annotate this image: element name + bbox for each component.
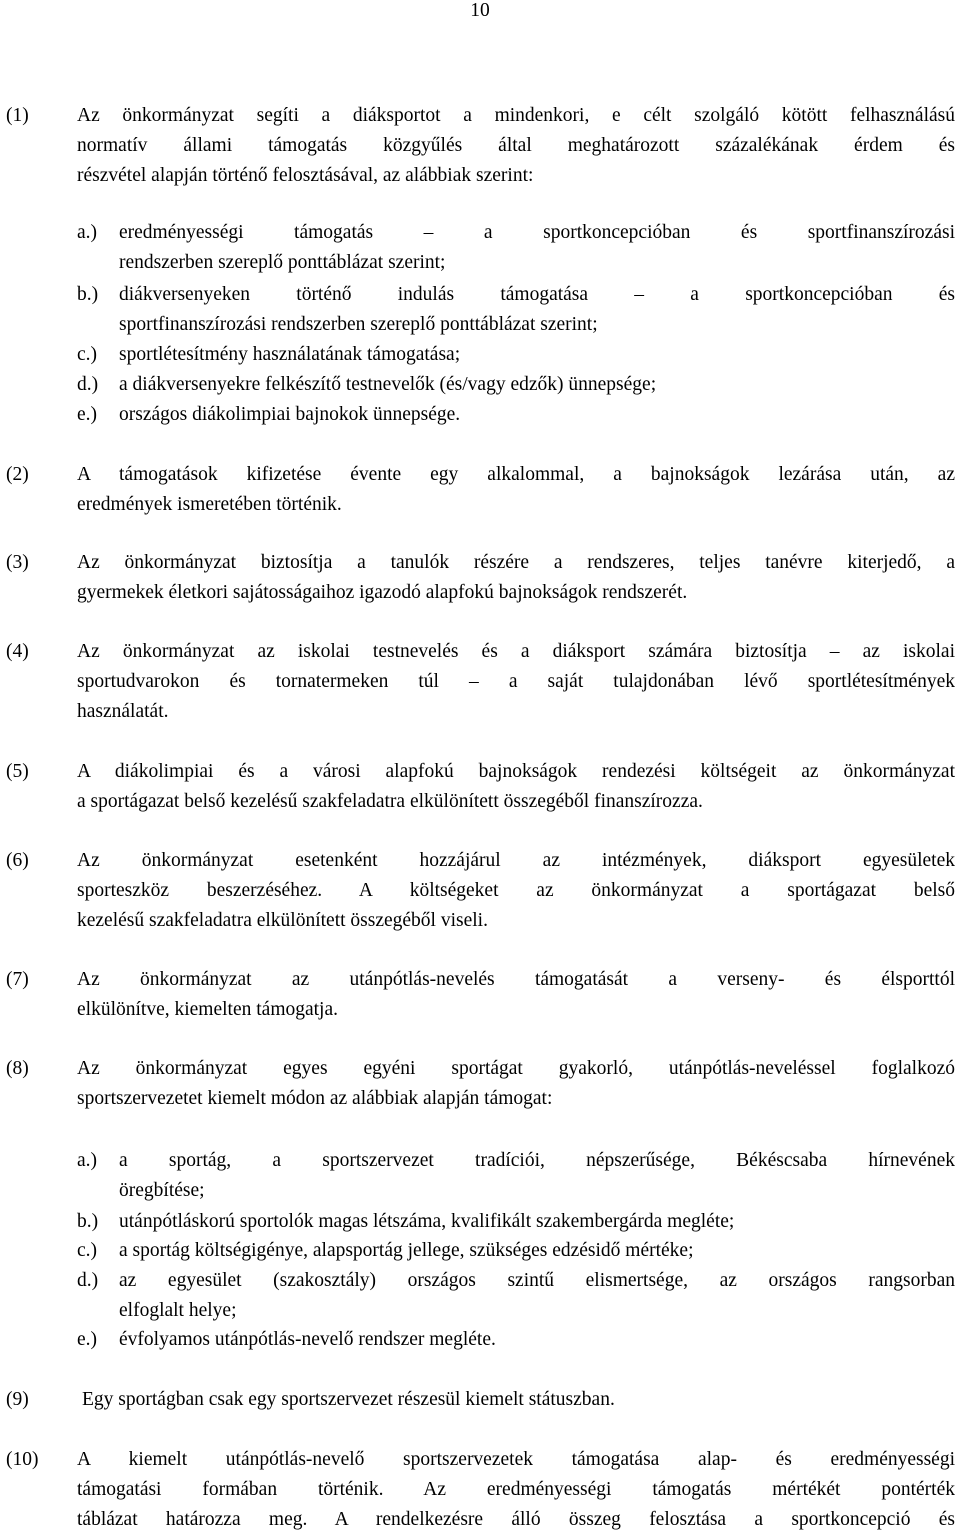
text-line: rendszerben szereplő ponttáblázat szerint; bbox=[119, 252, 446, 273]
paragraph-text bbox=[77, 1054, 955, 1114]
paragraph-text bbox=[77, 965, 955, 1025]
list-item-text bbox=[119, 1266, 955, 1326]
paragraph-number: (4) bbox=[6, 641, 29, 662]
list-item-text bbox=[119, 370, 955, 400]
text-line: Az önkormányzat segíti a diáksportot a mindenkori, e célt szolgáló kötött felhasználású bbox=[77, 105, 955, 126]
list-item-text bbox=[119, 400, 955, 430]
list-item-letter: b.) bbox=[77, 1211, 99, 1232]
text-line: Az önkormányzat biztosítja a tanulók részére a rendszeres, teljes tanévre kiterjedő, a bbox=[77, 552, 955, 573]
text-line: Az önkormányzat egyes egyéni sportágat gyakorló, utánpótlás-neveléssel foglalkozó bbox=[77, 1058, 955, 1079]
list-item-text bbox=[119, 218, 955, 278]
text-line: eredmények ismeretében történik. bbox=[77, 494, 342, 515]
paragraph-number: (10) bbox=[6, 1449, 39, 1470]
text-line: normatív állami támogatás közgyűlés által meghatározott százalékának érdem és bbox=[77, 135, 955, 156]
paragraph-number: (5) bbox=[6, 761, 29, 782]
list-item-letter: a.) bbox=[77, 1150, 98, 1171]
text-line: támogatási formában történik. Az eredményességi támogatás mértékét pontérték bbox=[77, 1479, 955, 1500]
list-item-text bbox=[119, 1207, 955, 1237]
list-item-text bbox=[119, 1146, 955, 1206]
paragraph-text bbox=[77, 846, 955, 936]
paragraph-text bbox=[82, 1385, 955, 1415]
text-line: a diákversenyekre felkészítő testnevelők (és/vagy edzők) ünnepsége; bbox=[119, 374, 657, 395]
text-line: a sportág költségigénye, alapsportág jellege, szükséges edzésidő mértéke; bbox=[119, 1240, 694, 1261]
list-item-text bbox=[119, 1325, 955, 1355]
text-line: részvétel alapján történő felosztásával, az alábbiak szerint: bbox=[77, 165, 534, 186]
list-item-text bbox=[119, 280, 955, 340]
text-line: gyermekek életkori sajátosságaihoz igazodó alapfokú bajnokságok rendszerét. bbox=[77, 582, 688, 603]
text-line: sportszervezetet kiemelt módon az alábbiak alapján támogat: bbox=[77, 1088, 553, 1109]
text-line: sportfinanszírozási rendszerben szereplő ponttáblázat szerint; bbox=[119, 314, 598, 335]
text-line: elfoglalt helye; bbox=[119, 1300, 237, 1321]
list-item-letter: d.) bbox=[77, 1270, 99, 1291]
text-line: a sportágazat belső kezelésű szakfeladatra elkülönített összegéből finanszírozza. bbox=[77, 791, 703, 812]
text-line: az egyesület (szakosztály) országos szintű elismertsége, az országos rangsorban bbox=[119, 1270, 955, 1291]
text-line: használatát. bbox=[77, 701, 169, 722]
text-line: A kiemelt utánpótlás-nevelő sportszervezetek támogatása alap- és eredményességi bbox=[77, 1449, 955, 1470]
paragraph-number: (2) bbox=[6, 464, 29, 485]
text-line: eredményességi támogatás – a sportkoncepcióban és sportfinanszírozási bbox=[119, 222, 955, 243]
text-line: Az önkormányzat az iskolai testnevelés és a diáksport számára biztosítja – az iskolai bbox=[77, 641, 955, 662]
text-line: A támogatások kifizetése évente egy alkalommal, a bajnokságok lezárása után, az bbox=[77, 464, 955, 485]
list-item-text bbox=[119, 340, 955, 370]
text-line: a sportág, a sportszervezet tradíciói, népszerűsége, Békéscsaba hírnevének bbox=[119, 1150, 955, 1171]
text-line: sporteszköz beszerzéséhez. A költségeket az önkormányzat a sportágazat belső bbox=[77, 880, 955, 901]
paragraph-text bbox=[77, 460, 955, 520]
text-line: diákversenyeken történő indulás támogatása – a sportkoncepcióban és bbox=[119, 284, 955, 305]
list-item-letter: b.) bbox=[77, 284, 99, 305]
page-number: 10 bbox=[470, 0, 490, 21]
paragraph-number: (6) bbox=[6, 850, 29, 871]
text-line: Egy sportágban csak egy sportszervezet részesül kiemelt státuszban. bbox=[82, 1389, 615, 1410]
list-item-letter: c.) bbox=[77, 1240, 98, 1261]
paragraph-text bbox=[77, 1445, 955, 1535]
list-item-letter: e.) bbox=[77, 1329, 98, 1350]
text-line: sportlétesítmény használatának támogatása; bbox=[119, 344, 461, 365]
text-line: utánpótláskorú sportolók magas létszáma, kvalifikált szakembergárda megléte; bbox=[119, 1211, 735, 1232]
paragraph-number: (8) bbox=[6, 1058, 29, 1079]
list-item-letter: c.) bbox=[77, 344, 98, 365]
text-line: elkülönítve, kiemelten támogatja. bbox=[77, 999, 339, 1020]
list-item-letter: d.) bbox=[77, 374, 99, 395]
text-line: Az önkormányzat esetenként hozzájárul az intézmények, diáksport egyesületek bbox=[77, 850, 955, 871]
text-line: öregbítése; bbox=[119, 1180, 205, 1201]
paragraph-text bbox=[77, 757, 955, 817]
text-line: Az önkormányzat az utánpótlás-nevelés támogatását a verseny- és élsporttól bbox=[77, 969, 955, 990]
text-line: országos diákolimpiai bajnokok ünnepsége. bbox=[119, 404, 461, 425]
paragraph-number: (1) bbox=[6, 105, 29, 126]
text-line: táblázat határozza meg. A rendelkezésre álló összeg felosztása a sportkoncepció és bbox=[77, 1509, 955, 1530]
paragraph-number: (3) bbox=[6, 552, 29, 573]
paragraph-number: (7) bbox=[6, 969, 29, 990]
paragraph-text bbox=[77, 101, 955, 191]
text-line: kezelésű szakfeladatra elkülönített összegéből viseli. bbox=[77, 910, 488, 931]
paragraph-text bbox=[77, 637, 955, 727]
paragraph-text bbox=[77, 548, 955, 608]
text-line: A diákolimpiai és a városi alapfokú bajnokságok rendezési költségeit az önkormányzat bbox=[77, 761, 955, 782]
text-line: sportudvarokon és tornatermeken túl – a saját tulajdonában lévő sportlétesítmények bbox=[77, 671, 955, 692]
list-item-text bbox=[119, 1236, 955, 1266]
list-item-letter: a.) bbox=[77, 222, 98, 243]
paragraph-number: (9) bbox=[6, 1389, 29, 1410]
text-line: évfolyamos utánpótlás-nevelő rendszer megléte. bbox=[119, 1329, 496, 1350]
list-item-letter: e.) bbox=[77, 404, 98, 425]
